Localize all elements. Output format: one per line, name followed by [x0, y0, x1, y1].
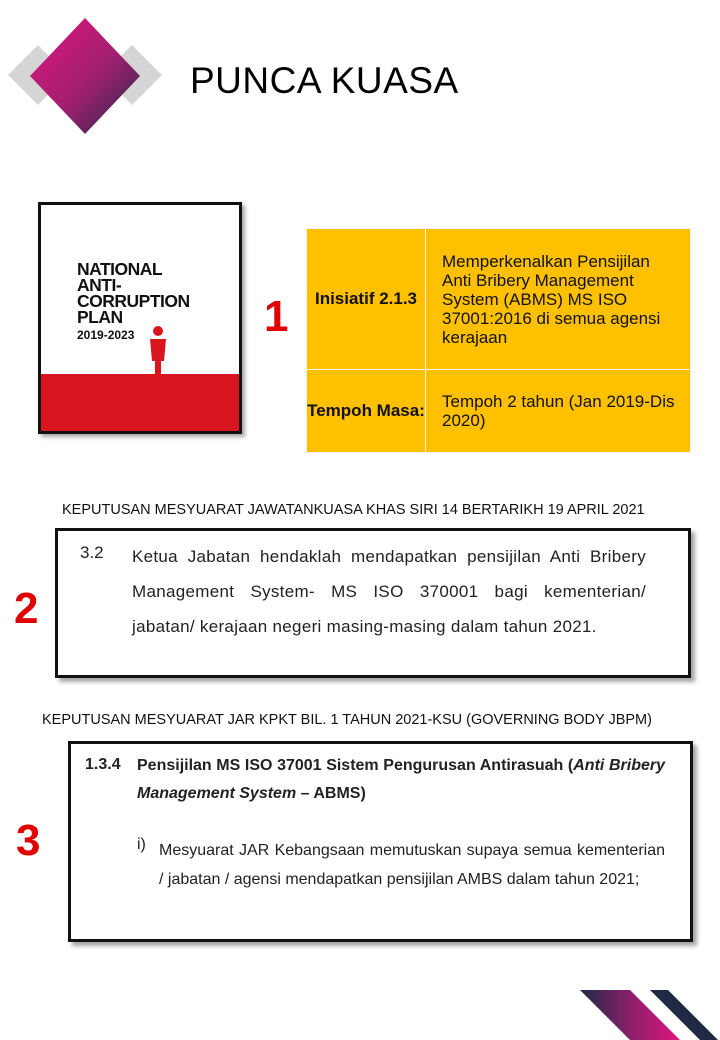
nacp-poster: [38, 202, 242, 434]
decision-3-caption: KEPUTUSAN MESYUARAT JAR KPKT BIL. 1 TAHUN 2021-KSU (GOVERNING BODY JBPM): [42, 712, 652, 728]
diamond-logo-icon: [0, 0, 170, 150]
poster-line: NATIONAL: [77, 259, 163, 279]
page-title: PUNCA KUASA: [190, 60, 459, 101]
corner-stripes-icon: [580, 990, 720, 1040]
heading-italic: Anti Bribery Management System: [137, 757, 665, 802]
clause-number: 3.2: [80, 543, 104, 562]
initiative-value: Memperkenalkan Pensijilan Anti Bribery Management System (ABMS) MS ISO 37001:2016 di semua agensi kerajaan: [426, 229, 691, 370]
poster-line: ANTI-: [77, 275, 122, 295]
decision-3-excerpt: [68, 741, 693, 942]
heading-main: Pensijilan MS ISO 37001 Sistem Pengurusan Antirasuah (: [137, 757, 574, 774]
item-text: Mesyuarat JAR Kebangsaan memutuskan supaya semua kementerian / jabatan / agensi mendapatkan pensijilan AMBS dalam tahun 2021;: [159, 842, 665, 888]
marker-one: 1: [264, 292, 289, 341]
table-row: [307, 229, 691, 370]
poster-line: CORRUPTION: [77, 291, 190, 311]
decision-2-excerpt: [55, 528, 691, 678]
poster-title: [77, 261, 190, 343]
decision-2-caption: KEPUTUSAN MESYUARAT JAWATANKUASA KHAS SIRI 14 BERTARIKH 19 APRIL 2021: [62, 502, 645, 518]
heading-tail: – ABMS): [296, 785, 366, 802]
item-marker: i): [137, 836, 146, 853]
clause-text: Ketua Jabatan hendaklah mendapatkan pensijilan Anti Bribery Management System- MS ISO 370001 bagi kementerian/ jabatan/ kerajaan negeri masing-masing dalam tahun 2021.: [132, 547, 646, 636]
initiative-label: Inisiatif 2.1.3: [307, 229, 426, 370]
period-value: Tempoh 2 tahun (Jan 2019-Dis 2020): [426, 370, 691, 453]
poster-red-band: [41, 374, 239, 431]
marker-three: 3: [16, 816, 41, 865]
clause-heading: [137, 752, 665, 808]
period-label: Tempoh Masa:: [307, 370, 426, 453]
poster-line: PLAN: [77, 307, 123, 327]
table-row: [307, 370, 691, 453]
initiative-table: [306, 228, 691, 453]
marker-two: 2: [14, 584, 39, 633]
poster-years: 2019-2023: [77, 328, 135, 342]
clause-number: 1.3.4: [85, 756, 121, 773]
